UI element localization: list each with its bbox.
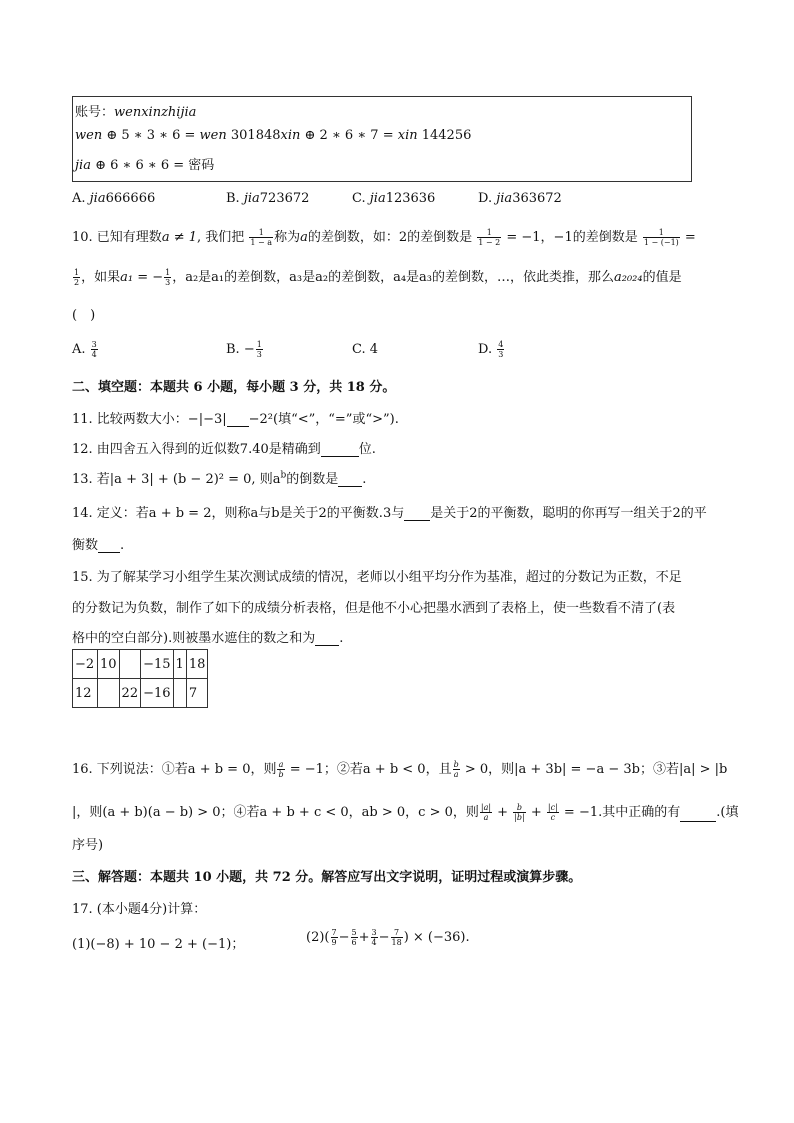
table-cell: 1: [173, 650, 186, 679]
table-cell: [98, 679, 120, 708]
q17-part-2: (2)( $\frac{7}{9}$ − $\frac{5}{6}$ + $\frac{3}{4}$ − $\frac{7}{18}$ ) × (−36).: [306, 928, 470, 947]
q10-option-c: C. 4: [352, 342, 379, 357]
q15-line-1: 15. 为了解某学习小组学生某次测试成绩的情况，老师以小组平均分作为基准，超过的分数记为正数，不足: [72, 570, 682, 585]
section-3-heading: 三、解答题：本题共 10 小题，共 72 分。解答应写出文字说明，证明过程或演算步骤。: [72, 870, 582, 885]
q9-option-a: A. jia666666: [72, 191, 156, 206]
q13: 13. 若|a + 3| + (b − 2)² = 0, 则$a^b$的倒数是 .: [72, 470, 367, 487]
table-cell: 18: [186, 650, 208, 679]
table-cell: 10: [98, 650, 120, 679]
table-cell: 22: [119, 679, 141, 708]
table-cell: [119, 650, 141, 679]
q17-title: 17. (本小题4分)计算：: [72, 902, 207, 917]
q10-option-a: A. $\frac{3}{4}$: [72, 340, 97, 359]
fraction: $\frac{1}{1 - (-1)}$: [643, 228, 679, 247]
table-cell: [173, 679, 186, 708]
score-table: [72, 649, 208, 708]
account-label: 账号：: [75, 105, 115, 120]
table-cell: −16: [141, 679, 173, 708]
fraction: $\frac{1}{2}$: [74, 268, 80, 287]
q9-option-d: D. jia363672: [478, 191, 562, 206]
table-cell: 12: [73, 679, 98, 708]
q16-line-3: 序号): [72, 838, 104, 853]
q17-part-1: (1)(−8) + 10 − 2 + (−1)；: [72, 937, 245, 952]
section-2-heading: 二、填空题：本题共 6 小题，每小题 3 分，共 18 分。: [72, 380, 396, 395]
table-row: [73, 679, 208, 708]
table-cell: 7: [186, 679, 208, 708]
q9-option-b: B. jia723672: [226, 191, 310, 206]
q12: 12. 由四舍五入得到的近似数7.40是精确到 位.: [72, 442, 376, 457]
fraction: $\frac{1}{1 - 2}$: [478, 228, 501, 247]
q9-option-c: C. jia123636: [352, 191, 436, 206]
fraction: $\frac{1}{3}$: [165, 268, 171, 287]
table-cell: −15: [141, 650, 173, 679]
q11: 11. 比较两数大小：−|−3| −2²(填“<”，“=”或“>”).: [72, 412, 399, 427]
cipher-line-1: [75, 101, 196, 120]
q14-line-1: 14. 定义：若a + b = 2，则称a与b是关于2的平衡数.3与 是关于2的平衡数，聪明的你再写一组关于2的平: [72, 506, 707, 521]
cipher-line-3: jia ⊕ 6 ∗ 6 ∗ 6 = 密码: [75, 158, 215, 173]
q16-line-2: |，则(a + b)(a − b) > 0；④若a + b + c < 0，ab > 0，c > 0，则 $\frac{|a|}{a}$ + $\frac{b}{|b|}$ + $\frac{|c|}{c}$ = −1.其中正确的有 .(填: [72, 803, 739, 822]
q10-line-2: $\frac{1}{2}$ ，如果a₁ = − $\frac{1}{3}$ ，a₂是a₁的差倒数，a₃是a₂的差倒数，a₄是a₃的差倒数，…，依此类推，那么a₂₀₂₄的值是: [74, 268, 682, 287]
q16-line-1: 16. 下列说法：①若a + b = 0，则 $\frac{a}{b}$ = −1；②若a + b < 0，且 $\frac{b}{a}$ > 0，则|a + 3b| = −a − 3b；③若|a| > |b: [72, 760, 728, 779]
q15-line-3: 格中的空白部分).则被墨水遮住的数之和为 .: [72, 631, 344, 646]
cipher-line-2: wen ⊕ 5 ∗ 3 ∗ 6 = wen 301848xin ⊕ 2 ∗ 6 ∗ 7 = xin 144256: [75, 128, 472, 143]
q15-line-2: 的分数记为负数，制作了如下的成绩分析表格，但是他不小心把墨水洒到了表格上，使一些数看不清了(表: [72, 601, 676, 616]
q10-option-d: D. $\frac{4}{3}$: [478, 340, 504, 359]
q10-option-b: B. − $\frac{1}{3}$: [226, 340, 262, 359]
q14-line-2: 衡数 .: [72, 538, 125, 553]
table-cell: −2: [73, 650, 98, 679]
q10-line-1: 10. 已知有理数a ≠ 1, 我们把 $\frac{1}{1 - a}$ 称为a的差倒数，如：2的差倒数是 $\frac{1}{1 - 2}$ = −1，−1的差倒数是 $\frac{1}{1 - (-1)}$ =: [72, 228, 696, 247]
cipher-box: [72, 96, 692, 182]
account-value: wenxinzhijia: [114, 105, 197, 120]
q10-paren: ( ): [72, 308, 96, 323]
table-row: [73, 650, 208, 679]
fraction: $\frac{1}{1 - a}$: [250, 228, 273, 247]
